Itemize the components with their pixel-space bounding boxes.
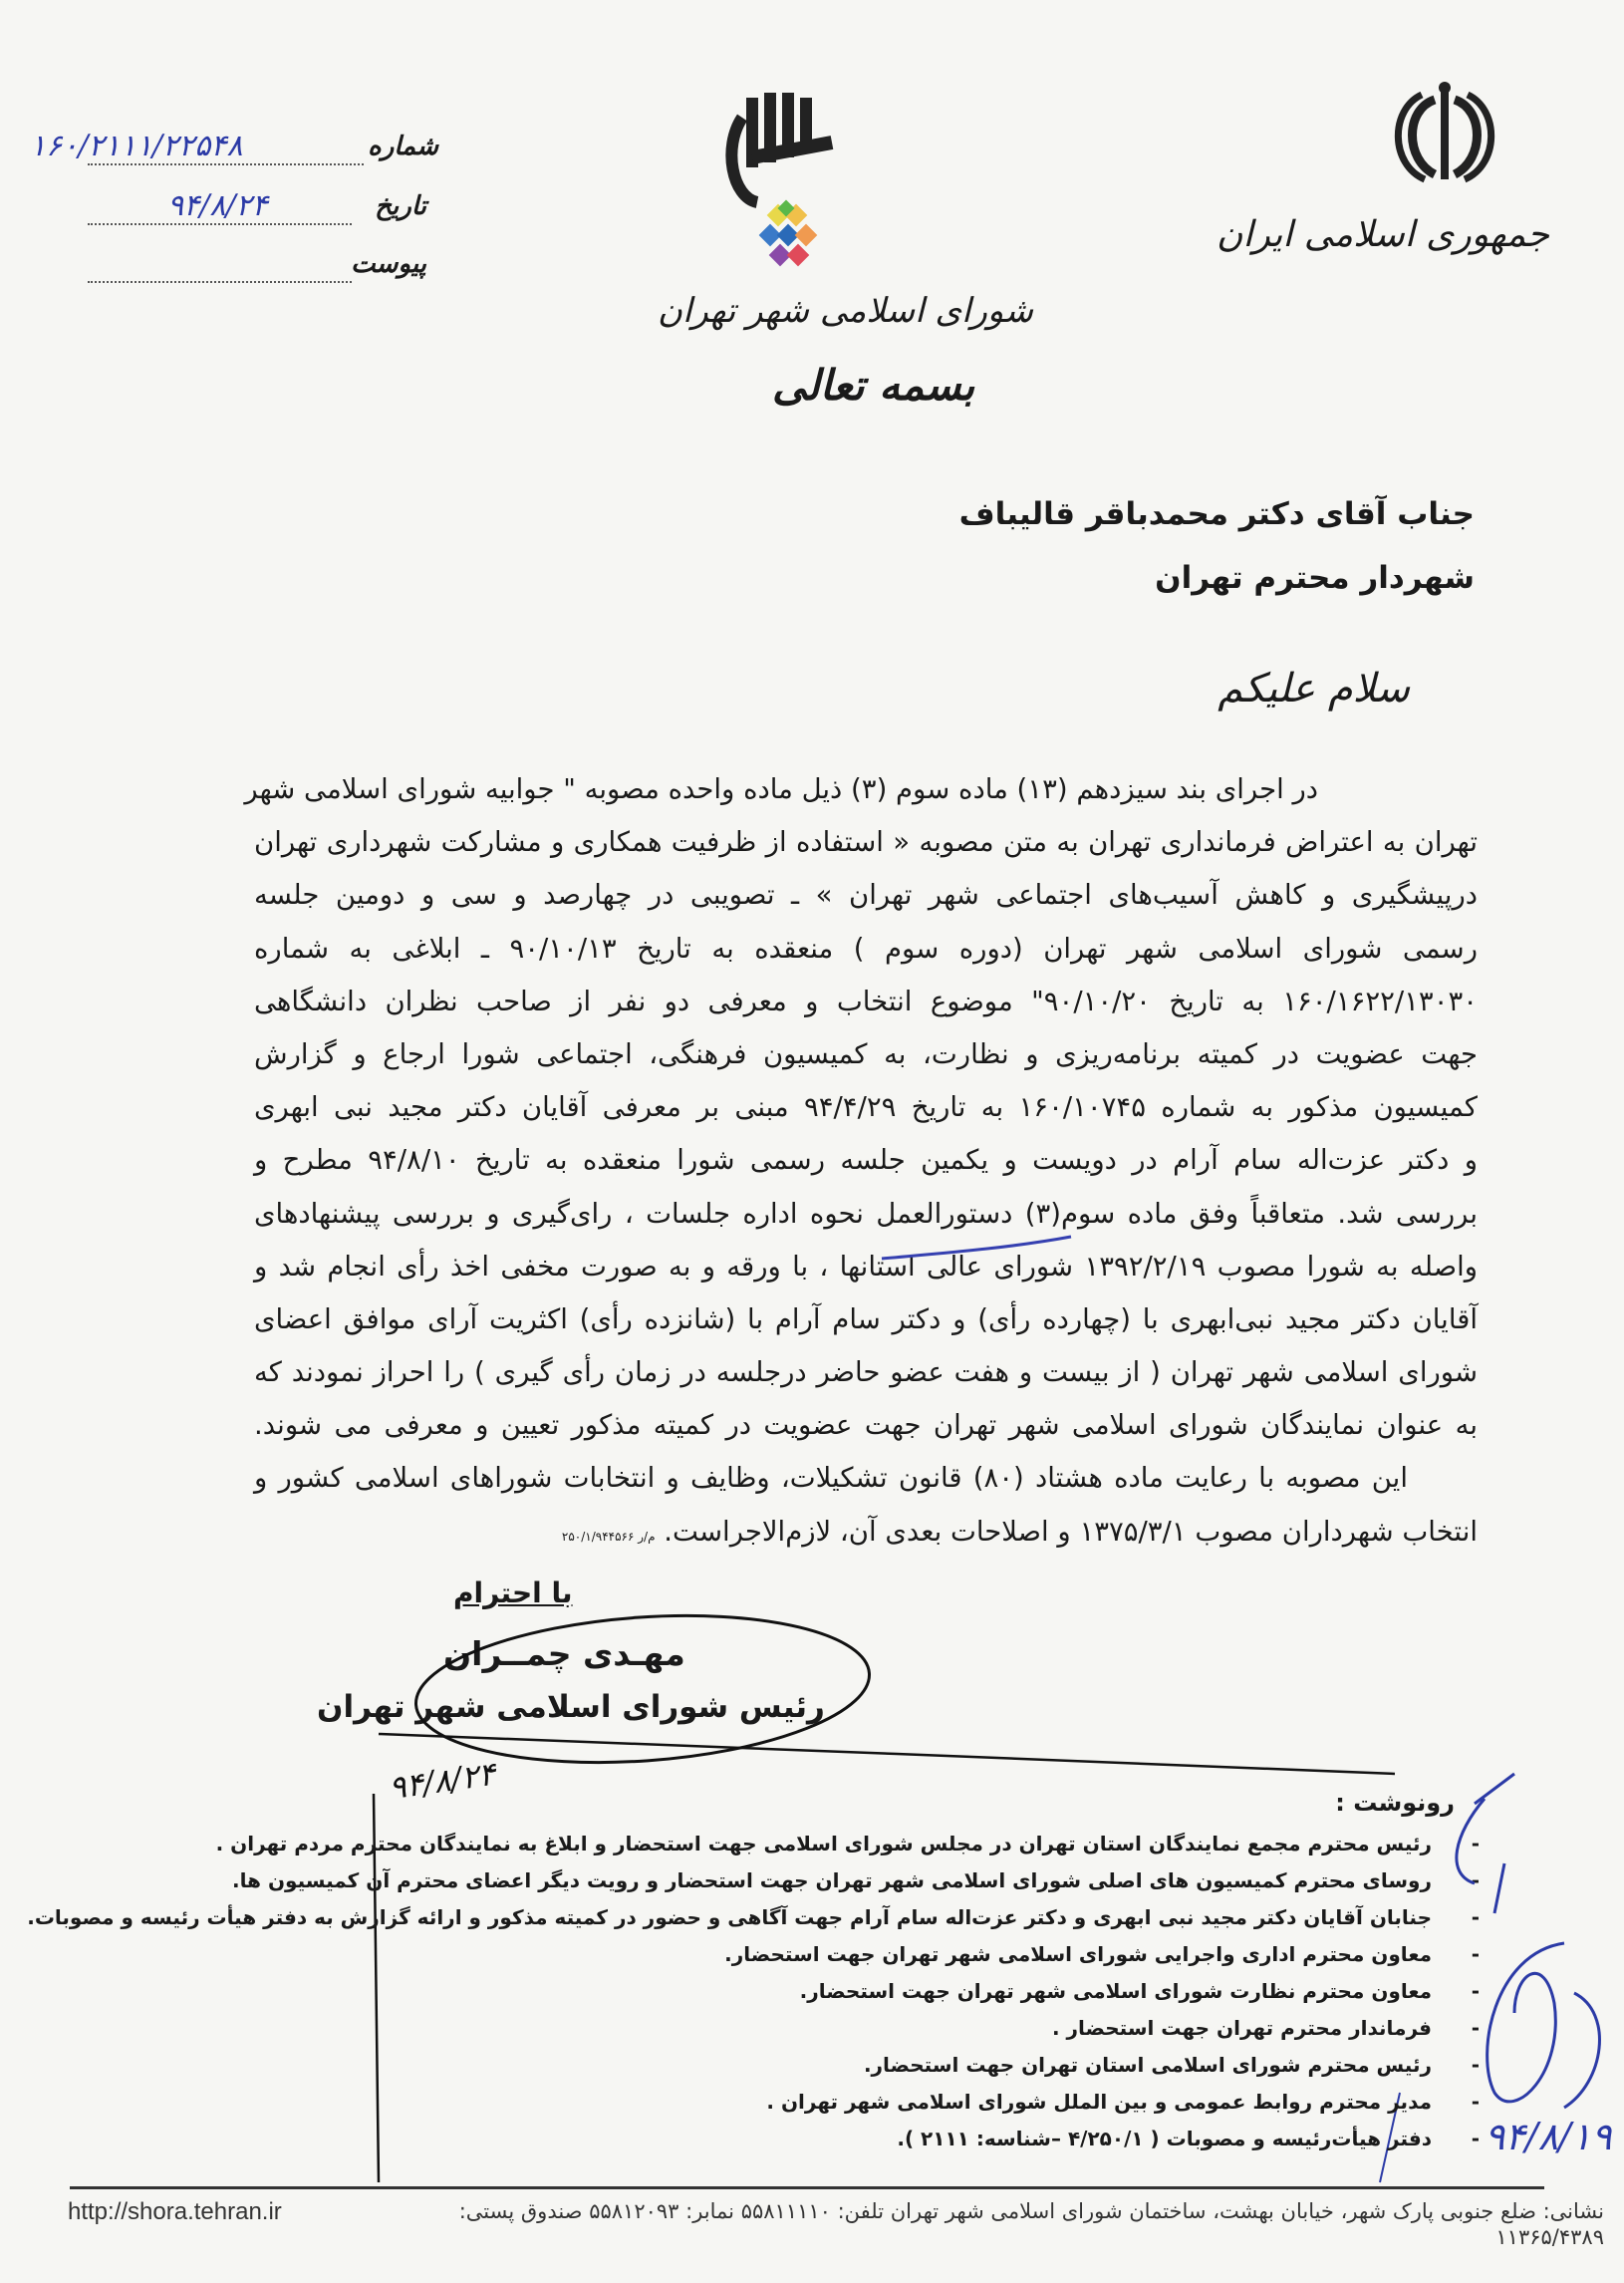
date-value: ۹۴/۸/۲۴ — [167, 188, 268, 223]
cc-item-text: دفتر هیأت‌رئیسه و مصوبات ( ۴/۲۵۰/۱ –شناسه: ۲۱۱۱ ). — [897, 2127, 1432, 2150]
cc-item: -فرماندار محترم تهران جهت استحضار . — [1051, 2016, 1480, 2040]
body-line-text: انتخاب شهرداران مصوب ۱۳۷۵/۳/۱ و اصلاحات بعدی آن، لازم‌الاجراست. — [664, 1515, 1478, 1548]
footer-address: نشانی: ضلع جنوبی پارک شهر، خیابان بهشت، ساختمان شورای اسلامی شهر تهران تلفن: ۵۵۸۱۱۱۱۰ نمابر: ۵۵۸۱۲۰۹۳ صندوق پستی: ۱۱۳۶۵/۴۳۸۹ — [458, 2199, 1604, 2249]
handwritten-sign-date: ۹۴/۸/۲۴ — [386, 1754, 498, 1808]
cc-item-text: رئیس محترم شورای اسلامی استان تهران جهت استحضار. — [863, 2053, 1432, 2077]
cc-item: -مدیر محترم روابط عمومی و بین الملل شورای اسلامی شهر تهران . — [766, 2090, 1480, 2114]
body-line: آقایان دکتر مجید نبی‌ابهری با (چهارده رأی) و دکتر سام آرام با (شانزده رأی) اکثریت آرای موافق اعضای — [254, 1302, 1478, 1335]
closing: با احترام — [453, 1576, 573, 1609]
body-line — [254, 1506, 1478, 1559]
body-line: و دکتر عزت‌اله سام آرام در دویست و یکمین جلسه رسمی شورا منعقده به تاریخ ۹۴/۸/۱۰ مطرح و — [254, 1144, 1478, 1177]
body-line: رسمی شورای اسلامی شهر تهران (دوره سوم ) منعقده به تاریخ ۹۰/۱۰/۱۳ ـ ابلاغی به شماره — [254, 932, 1479, 965]
addressee-title: شهردار محترم تهران — [1155, 560, 1475, 596]
handwritten-annotation-icon — [1415, 1754, 1614, 2113]
handwritten-cc-date: ۹۴/۸/۱۹ — [1485, 2115, 1612, 2158]
letter-body — [244, 763, 1479, 1559]
cc-item-text: مدیر محترم روابط عمومی و بین الملل شورای اسلامی شهر تهران . — [766, 2090, 1432, 2114]
body-line: این مصوبه با رعایت ماده هشتاد (۸۰) قانون تشکیلات، وظایف و انتخابات شوراهای اسلامی کشور و — [254, 1462, 1408, 1495]
pen-underline — [877, 1234, 1076, 1264]
number-value: ۱۶۰/۲۱۱۱/۲۲۵۴۸ — [30, 129, 243, 163]
addressee-name: جناب آقای دکتر محمدباقر قالیباف — [958, 496, 1475, 532]
cc-item: -رئیس محترم مجمع نمایندگان استان تهران در مجلس شورای اسلامی جهت استحضار و ابلاغ به نمایندگان محترم مردم تهران . — [215, 1832, 1480, 1855]
cc-item: -معاون محترم نظارت شورای اسلامی شهر تهران جهت استحضار. — [799, 1979, 1480, 2003]
letter-date-field — [88, 188, 426, 231]
cc-item-text: معاون محترم اداری واجرایی شورای اسلامی شهر تهران جهت استحضار. — [724, 1942, 1432, 1966]
letter-number-field — [30, 129, 438, 171]
cc-item: -روسای محترم کمیسیون های اصلی شورای اسلامی شهر تهران جهت استحضار و رویت دیگر اعضای محترم آن کمیسیون ها. — [232, 1868, 1480, 1892]
footer-divider — [70, 2186, 1544, 2189]
cc-item: -جنابان آقایان دکتر مجید نبی ابهری و دکتر عزت‌اله سام آرام جهت آگاهی و حضور در کمیته مذکور و ارائه گزارش به دفتر هیأت رئیسه و مصوبات. — [27, 1905, 1480, 1929]
body-line: در اجرای بند سیزدهم (۱۳) ماده سوم (۳) ذیل ماده واحده مصوبه " جوابیه شورای اسلامی شهر — [244, 773, 1318, 805]
emblem-caption: جمهوری اسلامی ایران — [1217, 214, 1549, 255]
cc-item: -دفتر هیأت‌رئیسه و مصوبات ( ۴/۲۵۰/۱ –شناسه: ۲۱۱۱ ). — [897, 2127, 1480, 2150]
cc-item: -رئیس محترم شورای اسلامی استان تهران جهت استحضار. — [863, 2053, 1480, 2077]
body-line: تهران به اعتراض فرمانداری تهران به متن مصوبه « استفاده از ظرفیت همکاری و مشارکت شهرداری تهران — [254, 826, 1478, 859]
signatory-name: مهـدی چمــران — [443, 1634, 685, 1673]
invocation: بسمه تعالی — [772, 361, 975, 410]
signature-stroke-icon — [199, 1594, 1494, 2212]
body-line: بررسی شد. متعاقباً وفق ماده سوم(۳) دستورالعمل نحوه اداره جلسات ، رای‌گیری و بررسی پیشنهادهای — [254, 1197, 1478, 1230]
body-line: ۱۶۰/۱۶۲۲/۱۳۰۳۰ به تاریخ ۹۰/۱۰/۲۰" موضوع انتخاب و معرفی دو نفر از صاحب نظران دانشگاهی — [254, 985, 1479, 1017]
council-logo-icon — [722, 88, 852, 277]
dotted-line — [88, 281, 352, 283]
body-line: شورای اسلامی شهر تهران ( از بیست و هفت عضو حاضر درجلسه در زمان رأی گیری ) را احراز نمودند که — [254, 1356, 1478, 1389]
number-label: شماره — [368, 132, 438, 161]
greeting: سلام علیکم — [1218, 666, 1410, 712]
date-label: تاریخ — [375, 191, 426, 221]
cc-label: رونوشت : — [1335, 1789, 1455, 1817]
council-name: شورای اسلامی شهر تهران — [658, 291, 1033, 331]
reference-code: م/ر ۲۵۰/۱/۹۴۴۵۶۶ — [561, 1529, 656, 1544]
cc-item: -معاون محترم اداری واجرایی شورای اسلامی شهر تهران جهت استحضار. — [724, 1942, 1480, 1966]
cc-item-text: معاون محترم نظارت شورای اسلامی شهر تهران جهت استحضار. — [799, 1979, 1432, 2003]
body-line: کمیسیون مذکور به شماره ۱۶۰/۱۰۷۴۵ به تاریخ ۹۴/۴/۲۹ مبنی بر معرفی آقایان دکتر مجید نبی ابهری — [254, 1091, 1479, 1124]
dotted-line — [88, 163, 364, 165]
footer-website[interactable]: http://shora.tehran.ir — [68, 2198, 282, 2225]
dotted-line — [88, 223, 352, 225]
body-line: جهت عضویت در کمیته برنامه‌ریزی و نظارت، به کمیسیون فرهنگی، اجتماعی شورا ارجاع و گزارش — [254, 1037, 1478, 1070]
attachment-label: پیوست — [351, 249, 426, 279]
cc-item-text: جنابان آقایان دکتر مجید نبی ابهری و دکتر عزت‌اله سام آرام جهت آگاهی و حضور در کمیته مذکور و ارائه گزارش به دفتر هیأت رئیسه و مصوبات. — [27, 1905, 1432, 1929]
cc-item-text: فرماندار محترم تهران جهت استحضار . — [1051, 2016, 1432, 2040]
body-line: درپیشگیری و کاهش آسیب‌های اجتماعی شهر تهران » ـ تصویبی در چهارصد و سی و دومین جلسه — [254, 879, 1478, 912]
body-line: به عنوان نمایندگان شورای اسلامی شهر تهران جهت عضویت در کمیته مذکور تعیین و معرفی می شوند. — [254, 1409, 1478, 1442]
body-line: واصله به شورا مصوب ۱۳۹۲/۲/۱۹ شورای عالی استانها ، با ورقه و به صورت مخفی اخذ رأی انجام شد و — [254, 1250, 1478, 1283]
attachment-field — [88, 249, 426, 289]
cc-item-text: روسای محترم کمیسیون های اصلی شورای اسلامی شهر تهران جهت استحضار و رویت دیگر اعضای محترم آن کمیسیون ها. — [232, 1868, 1432, 1892]
iran-emblem-icon — [1390, 80, 1499, 189]
cc-item-text: رئیس محترم مجمع نمایندگان استان تهران در مجلس شورای اسلامی جهت استحضار و ابلاغ به نمایندگان محترم مردم تهران . — [215, 1832, 1432, 1855]
signatory-position: رئیس شورای اسلامی شهر تهران — [317, 1689, 825, 1725]
